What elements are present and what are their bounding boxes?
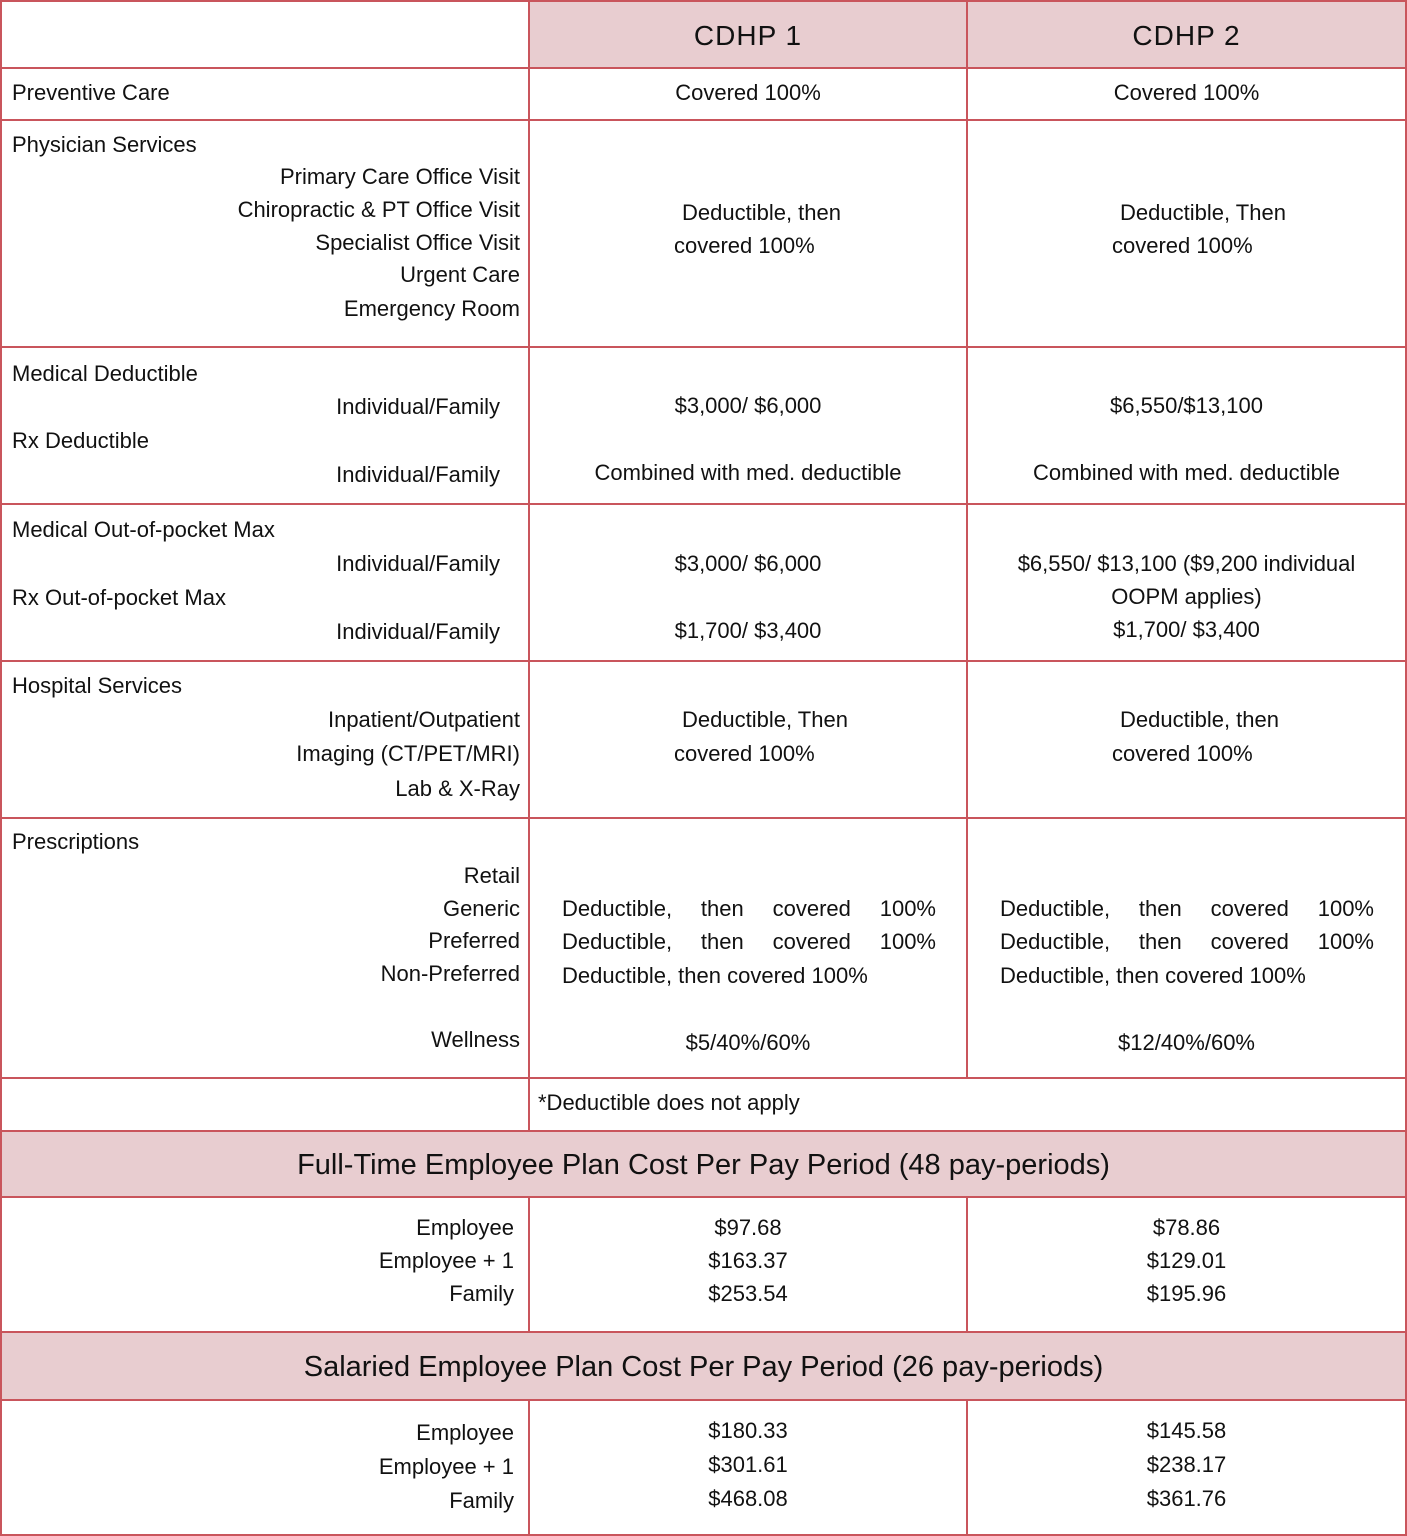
preventive-cdhp1: Covered 100% [675,80,821,105]
rx-deductible-label: Rx Deductible [12,428,149,453]
salaried-cdhp1-cell [528,1399,968,1536]
salaried-title: Salaried Employee Plan Cost Per Pay Period (26 pay-periods) [303,1351,1104,1383]
prescriptions-label: Prescriptions [12,829,140,854]
physician-cdhp1-cell [528,119,968,348]
prescriptions-cdhp1-line: Deductible, then covered 100% [562,929,936,954]
salaried-cdhp2-cost: $145.58 [1146,1418,1227,1443]
fulltime-title: Full-Time Employee Plan Cost Per Pay Period (48 pay-periods) [297,1149,1110,1181]
deductible-cdhp2-cell [966,346,1407,505]
hospital-label: Hospital Services [12,673,182,698]
fulltime-cdhp2-cost: $129.01 [1146,1248,1227,1273]
salaried-tier-label: Employee + 1 [378,1454,514,1479]
prescriptions-cdhp2-line: Deductible, then covered 100% [1000,896,1374,921]
prescriptions-cdhp1-line: Deductible, then covered 100% [562,896,936,921]
prescriptions-cdhp2-wellness: $12/40%/60% [1118,1030,1255,1055]
deductible-note: *Deductible does not apply [538,1090,800,1115]
oop-cdhp1-rx: $1,700/ $3,400 [674,618,822,643]
deductible-cdhp2-med: $6,550/$13,100 [1110,393,1263,418]
header-cdhp2-cell [966,0,1407,69]
salaried-cdhp1-cost: $301.61 [708,1452,788,1477]
fulltime-title-cell [0,1130,1407,1198]
physician-cdhp1-line: Deductible, then [682,200,841,225]
hospital-cdhp1-line: covered 100% [674,741,815,766]
rx-oop-sub: Individual/Family [336,619,500,644]
medical-deductible-sub: Individual/Family [336,394,500,419]
hospital-item: Imaging (CT/PET/MRI) [296,741,520,766]
fulltime-tier-label: Employee [416,1215,514,1240]
salaried-cdhp1-cost: $468.08 [708,1486,788,1511]
preventive-cdhp2-cell [966,67,1407,121]
prescriptions-item: Retail [463,863,520,888]
rx-oop-label: Rx Out-of-pocket Max [12,585,226,610]
prescriptions-item: Preferred [428,928,520,953]
prescriptions-wellness-label: Wellness [431,1027,520,1052]
physician-item: Emergency Room [343,296,520,321]
preventive-cdhp2: Covered 100% [1113,80,1260,105]
prescriptions-cdhp1-wellness: $5/40%/60% [685,1030,811,1055]
physician-label: Physician Services [12,132,197,157]
preventive-label-cell [0,67,530,121]
oop-cdhp2-cell [966,503,1407,662]
hospital-cdhp2-line: Deductible, then [1120,707,1279,732]
medical-oop-sub: Individual/Family [336,551,500,576]
deductible-cdhp1-cell [528,346,968,505]
deductible-label-cell [0,346,530,505]
oop-label-cell [0,503,530,662]
prescriptions-cdhp1-cell [528,817,968,1079]
fulltime-cdhp1-cost: $163.37 [708,1248,788,1273]
prescriptions-cdhp2-line: Deductible, then covered 100% [1000,929,1374,954]
note-cell [528,1077,1407,1132]
hospital-cdhp2-line: covered 100% [1112,741,1253,766]
fulltime-cdhp2-cost: $78.86 [1152,1215,1221,1240]
physician-item: Chiropractic & PT Office Visit [237,197,520,222]
oop-cdhp1-cell [528,503,968,662]
salaried-tier-label: Employee [416,1420,514,1445]
preventive-label: Preventive Care [12,80,170,105]
header-cdhp1-cell [528,0,968,69]
fulltime-cdhp1-cost: $97.68 [714,1215,782,1240]
physician-item: Urgent Care [400,262,520,287]
hospital-item: Lab & X-Ray [395,776,520,801]
fulltime-cdhp1-cell [528,1196,968,1333]
oop-cdhp2-med-line: $6,550/ $13,100 ($9,200 individual [1017,551,1356,576]
salaried-label-cell [0,1399,530,1536]
fulltime-cdhp2-cost: $195.96 [1146,1281,1227,1306]
prescriptions-cdhp2-cell [966,817,1407,1079]
prescriptions-cdhp2-line: Deductible, then covered 100% [1000,963,1306,988]
fulltime-label-cell [0,1196,530,1333]
header-blank-cell [0,0,530,69]
physician-cdhp2-line: Deductible, Then [1120,200,1286,225]
salaried-title-cell [0,1331,1407,1401]
fulltime-cdhp1-cost: $253.54 [708,1281,788,1306]
hospital-cdhp1-cell [528,660,968,819]
header-cdhp2: CDHP 2 [1132,20,1241,51]
prescriptions-label-cell [0,817,530,1079]
oop-cdhp2-med-line: OOPM applies) [1111,584,1262,609]
salaried-cdhp2-cell [966,1399,1407,1536]
fulltime-tier-label: Family [449,1281,514,1306]
prescriptions-item: Non-Preferred [380,961,520,986]
physician-item: Primary Care Office Visit [279,164,520,189]
medical-deductible-label: Medical Deductible [12,361,198,386]
physician-cdhp1-line: covered 100% [674,233,815,258]
hospital-cdhp2-cell [966,660,1407,819]
prescriptions-item: Generic [442,896,520,921]
note-blank-cell [0,1077,530,1132]
physician-item: Specialist Office Visit [315,230,520,255]
preventive-cdhp1-cell [528,67,968,121]
prescriptions-cdhp1-line: Deductible, then covered 100% [562,963,868,988]
salaried-cdhp2-cost: $361.76 [1146,1486,1227,1511]
hospital-item: Inpatient/Outpatient [327,707,520,732]
physician-label-cell [0,119,530,348]
oop-cdhp2-rx: $1,700/ $3,400 [1113,617,1260,642]
salaried-cdhp1-cost: $180.33 [708,1418,788,1443]
physician-cdhp2-line: covered 100% [1112,233,1253,258]
salaried-cdhp2-cost: $238.17 [1146,1452,1227,1477]
physician-cdhp2-cell [966,119,1407,348]
hospital-label-cell [0,660,530,819]
medical-oop-label: Medical Out-of-pocket Max [12,517,275,542]
oop-cdhp1-med: $3,000/ $6,000 [674,551,822,576]
salaried-tier-label: Family [449,1488,514,1513]
deductible-cdhp1-rx: Combined with med. deductible [594,460,902,485]
deductible-cdhp1-med: $3,000/ $6,000 [674,393,822,418]
rx-deductible-sub: Individual/Family [336,462,500,487]
deductible-cdhp2-rx: Combined with med. deductible [1033,460,1340,485]
fulltime-tier-label: Employee + 1 [378,1248,514,1273]
hospital-cdhp1-line: Deductible, Then [682,707,848,732]
fulltime-cdhp2-cell [966,1196,1407,1333]
header-cdhp1: CDHP 1 [693,20,803,51]
